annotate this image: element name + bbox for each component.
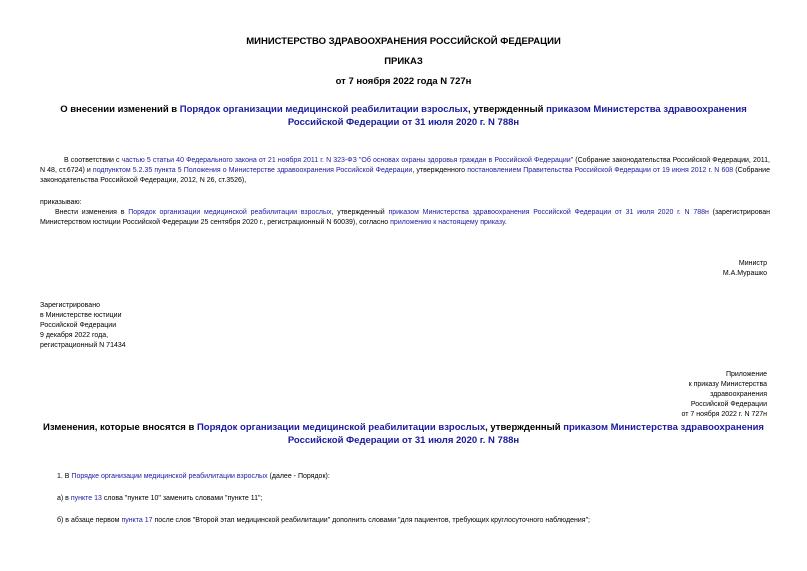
document-title: [40, 103, 767, 129]
signature-name: М.А.Мурашко: [722, 270, 767, 277]
changes-title-link-ministry-order[interactable]: приказом Министерства здравоохранения Российской Федерации от 31 июля 2020 г. N 788н: [287, 422, 764, 446]
order-link-appendix[interactable]: приложению к настоящему приказу: [390, 219, 505, 226]
signature-position: Министр: [738, 260, 767, 267]
preamble-text-3: , утвержденного: [412, 167, 468, 174]
item-1-link-procedure[interactable]: Порядке организации медицинской реабилитации взрослых: [71, 473, 268, 480]
changes-title-prefix: Изменения, которые вносятся в: [43, 422, 197, 433]
doc-type: ПРИКАЗ: [384, 56, 423, 67]
appendix-line: к приказу Министерства: [688, 381, 767, 388]
preamble-paragraph: [40, 156, 770, 186]
title-link-order[interactable]: Порядок организации медицинской реабилитации взрослых: [179, 104, 468, 115]
appendix-block: [682, 370, 768, 420]
item-text: 1. В: [57, 473, 72, 480]
preamble-text-4: (Собрание законодательства Российской Федерации, 2012, N 26, ст.3526),: [40, 167, 770, 184]
preamble-link-resolution[interactable]: постановлением Правительства Российской Федерации от 19 июня 2012 г. N 608: [467, 167, 734, 174]
item-text: слова "пункте 10" заменить словами "пункте 11";: [101, 495, 263, 502]
order-paragraph: [40, 208, 770, 228]
item-text: б) в абзаце первом: [57, 517, 122, 524]
changes-title-mid: , утвержденный: [485, 422, 564, 433]
item-b-link-point-17[interactable]: пункта 17: [121, 517, 153, 524]
changes-title-link-order[interactable]: Порядок организации медицинской реабилитации взрослых: [196, 422, 486, 433]
order-text-3: (зарегистрирован Министерством юстиции Российской Федерации 25 сентября 2020 г., регистрационный N 60039), согласно: [40, 209, 771, 226]
order-text-1: Внести изменения в: [55, 209, 129, 216]
title-link-ministry-order[interactable]: приказом Министерства здравоохранения Российской Федерации от 31 июля 2020 г. N 788н: [287, 104, 747, 128]
item-text: (далее - Порядок):: [267, 473, 330, 480]
registration-line: регистрационный N 71434: [40, 342, 126, 349]
appendix-line: здравоохранения: [710, 391, 767, 398]
registration-line: в Министерстве юстиции: [40, 312, 122, 319]
item-text: после слов "Второй этап медицинской реабилитации" дополнить словами "для пациентов, требующих круглосуточного наблюдения";: [152, 517, 591, 524]
registration-line: Российской Федерации: [40, 322, 117, 329]
item-a-link-point-13[interactable]: пункте 13: [70, 495, 102, 502]
appendix-line: от 7 ноября 2022 г. N 727н: [681, 411, 767, 418]
registration-line: Зарегистрировано: [40, 302, 100, 309]
appendix-line: Приложение: [725, 371, 767, 378]
title-mid: , утвержденный: [467, 104, 547, 115]
title-prefix: О внесении изменений в: [60, 104, 180, 115]
appendix-line: Российской Федерации: [690, 401, 767, 408]
order-link-ministry-order[interactable]: приказом Министерства здравоохранения Российской Федерации от 31 июля 2020 г. N 788н: [388, 209, 709, 216]
order-word: приказываю:: [40, 199, 82, 206]
preamble-text-1: В соответствии с: [64, 157, 122, 164]
preamble-link-regulation[interactable]: подпунктом 5.2.35 пункта 5 Положения о Министерстве здравоохранения Российской Федерации: [92, 167, 413, 174]
order-text-2: , утвержденный: [331, 209, 389, 216]
order-text-4: .: [504, 219, 507, 226]
item-text: а) в: [57, 495, 71, 502]
ministry-name: МИНИСТЕРСТВО ЗДРАВООХРАНЕНИЯ РОССИЙСКОЙ ФЕДЕРАЦИИ: [246, 36, 561, 47]
change-item-1: [57, 472, 330, 482]
order-link-procedure[interactable]: Порядок организации медицинской реабилитации взрослых: [128, 209, 332, 216]
change-item-a: [57, 494, 262, 504]
preamble-text-2: (Собрание законодательства Российской Федерации, 2011, N 48, ст.6724) и: [40, 157, 770, 174]
doc-date-number: от 7 ноября 2022 года N 727н: [335, 76, 472, 87]
changes-title: [40, 421, 767, 447]
change-item-b: [57, 516, 590, 526]
registration-block: [40, 301, 126, 351]
registration-line: 9 декабря 2022 года,: [40, 332, 109, 339]
preamble-link-law[interactable]: частью 5 статьи 40 Федерального закона от 21 ноября 2011 г. N 323-ФЗ "Об основах охраны здоровья граждан в Российской Федерации": [121, 157, 574, 164]
